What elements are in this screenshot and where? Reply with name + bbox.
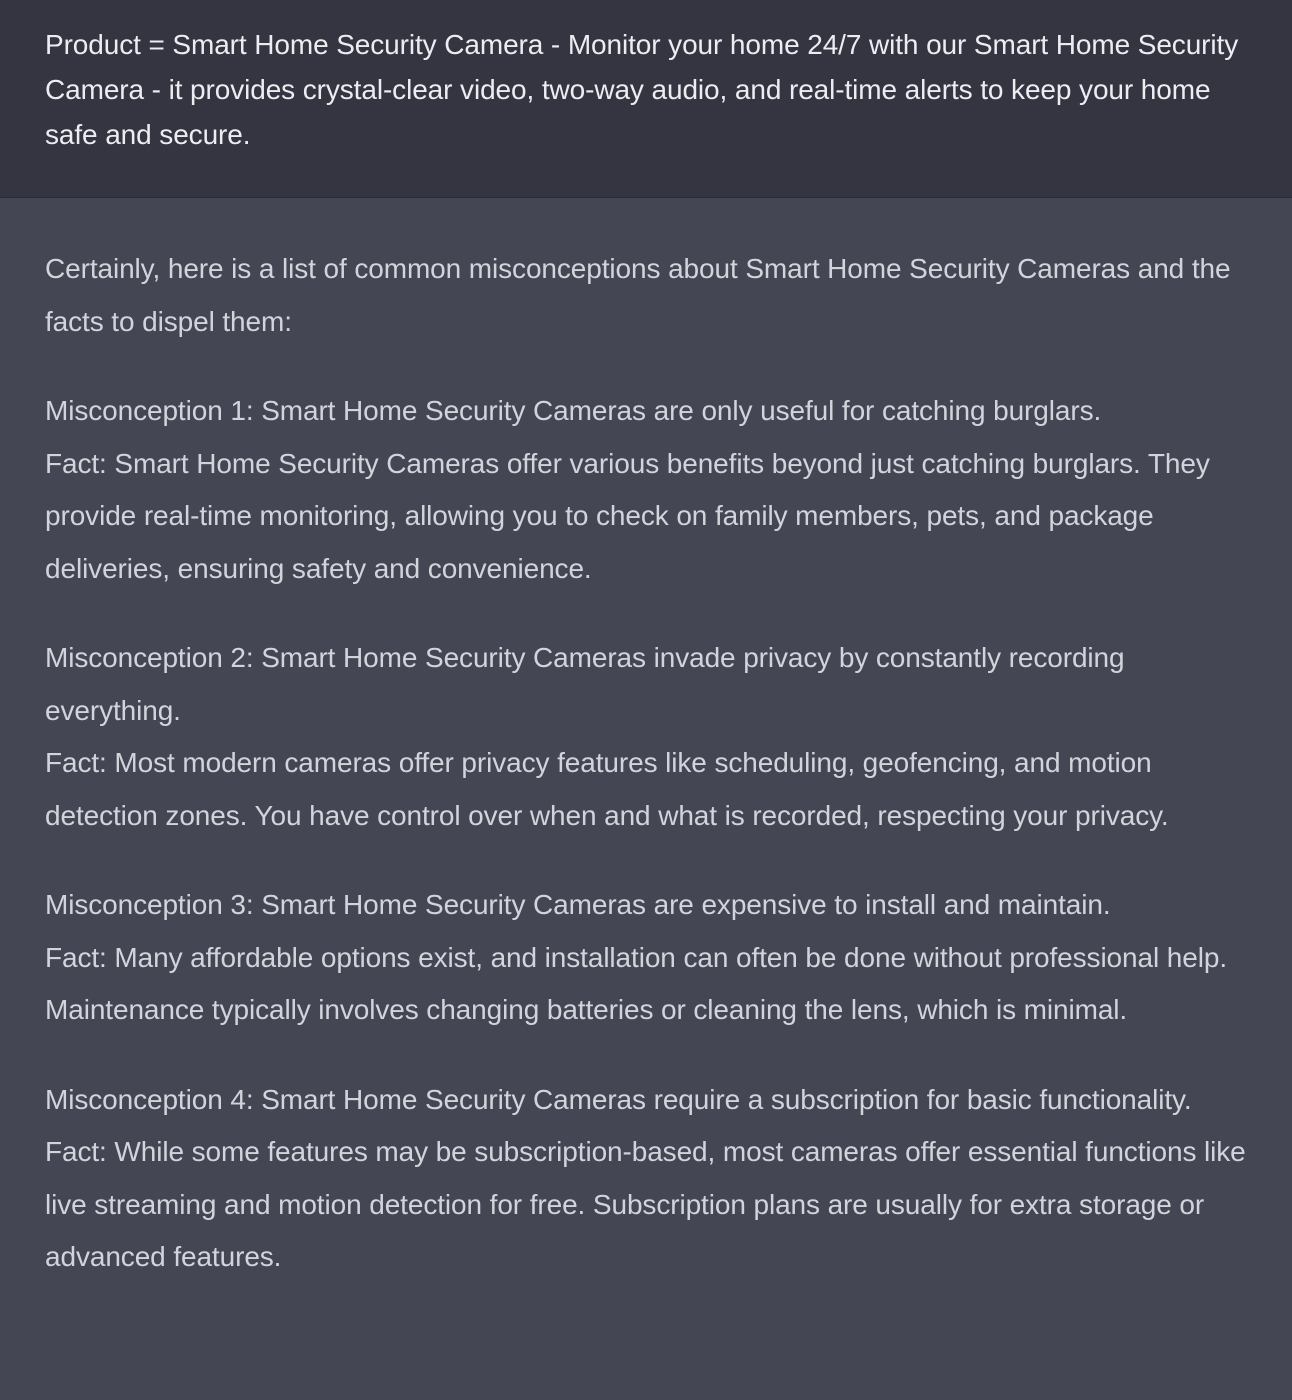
user-message-text: Product = Smart Home Security Camera - Monitor your home 24/7 with our Smart Home Security Camera - it provides crystal-clear video, two-way audio, and real-time alerts to keep your home safe and secure. — [45, 29, 1239, 150]
assistant-message — [0, 198, 1292, 1284]
misconception-item-3 — [45, 879, 1268, 1037]
assistant-intro: Certainly, here is a list of common misconceptions about Smart Home Security Cameras and the facts to dispel them: — [45, 253, 1231, 337]
user-message — [0, 0, 1292, 198]
misconception-text: Misconception 2: Smart Home Security Cameras invade privacy by constantly recording everything. — [45, 642, 1125, 726]
misconception-item-1 — [45, 385, 1268, 595]
misconception-text: Misconception 4: Smart Home Security Cameras require a subscription for basic functionality. — [45, 1083, 1192, 1115]
misconception-text: Misconception 1: Smart Home Security Cameras are only useful for catching burglars. — [45, 395, 1102, 426]
misconception-text: Misconception 3: Smart Home Security Cameras are expensive to install and maintain. — [45, 889, 1111, 920]
fact-text: Fact: Most modern cameras offer privacy features like scheduling, geofencing, and motion detection zones. You have control over when and what is recorded, respecting your privacy. — [45, 747, 1169, 831]
fact-text: Fact: While some features may be subscription-based, most cameras offer essential functions like live streaming and motion detection for free. Subscription plans are usually for extra storage or advanced features. — [45, 1136, 1246, 1272]
misconception-item-4 — [45, 1074, 1268, 1284]
misconception-item-2 — [45, 632, 1268, 842]
fact-text: Fact: Many affordable options exist, and installation can often be done without professional help. Maintenance typically involves changing batteries or cleaning the lens, which is minimal. — [45, 941, 1227, 1025]
fact-text: Fact: Smart Home Security Cameras offer various benefits beyond just catching burglars. They provide real-time monitoring, allowing you to check on family members, pets, and package deliveries, ensuring safety and convenience. — [45, 447, 1210, 584]
